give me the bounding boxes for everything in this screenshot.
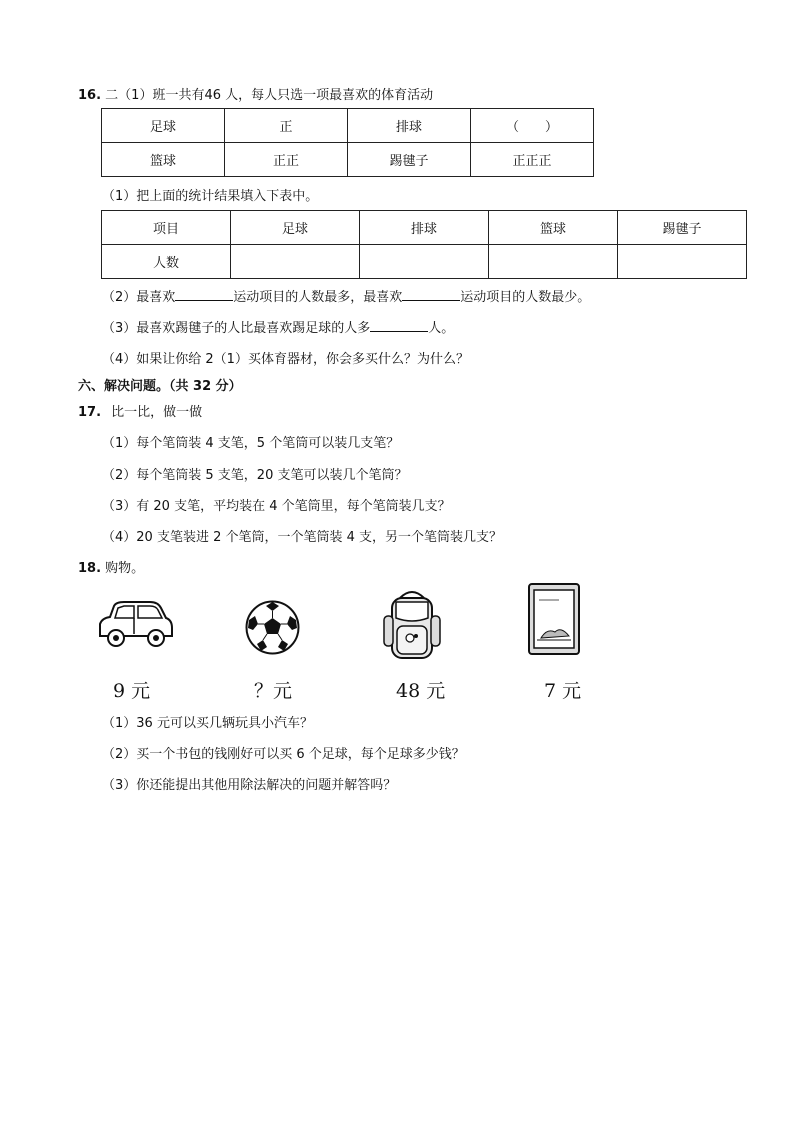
tally-cell: 足球: [102, 109, 225, 143]
tally-cell: 正正正: [471, 143, 594, 177]
answer-blank[interactable]: [370, 318, 428, 332]
count-header-cell: 项目: [102, 211, 231, 245]
book-image: [527, 582, 583, 658]
football-price: ？元: [254, 680, 293, 702]
q16-part2: [102, 286, 590, 305]
tally-row: [102, 109, 594, 143]
book-price: 7 元: [544, 680, 582, 702]
q16-part2-text: （2）最喜欢: [102, 290, 176, 305]
backpack-image: [380, 588, 444, 662]
count-input-cell[interactable]: [489, 245, 618, 279]
tally-cell: 正正: [225, 143, 348, 177]
tally-row: [102, 143, 594, 177]
q17-item: （4）20 支笔装进 2 个笔筒，一个笔筒装 4 支，另一个笔筒装几支？: [102, 530, 503, 545]
count-row-label: 人数: [102, 245, 231, 279]
q17-stem: 比一比，做一做: [111, 405, 203, 420]
q16-part3-text: （3）最喜欢踢毽子的人比最喜欢踢足球的人多: [102, 321, 371, 336]
q16-number: 16.: [78, 88, 102, 103]
q16-part4: （4）如果让你给 2（1）买体育器材，你会多买什么？为什么？: [102, 352, 469, 367]
q18-number: 18.: [78, 561, 102, 576]
answer-blank[interactable]: [402, 287, 460, 301]
toy-car-image: [94, 600, 174, 648]
q18-item: （3）你还能提出其他用除法解决的问题并解答吗？: [102, 778, 397, 793]
count-row: [102, 245, 747, 279]
count-input-cell[interactable]: [360, 245, 489, 279]
q16-part1: （1）把上面的统计结果填入下表中。: [102, 189, 319, 204]
backpack-price: 48 元: [396, 680, 446, 702]
q17-line: [78, 401, 202, 420]
q16-stem: 二（1）班一共有46 人，每人只选一项最喜欢的体育活动: [105, 88, 434, 103]
count-header-cell: 篮球: [489, 211, 618, 245]
q17-item: （1）每个笔筒装 4 支笔，5 个笔筒可以装几支笔？: [102, 436, 400, 451]
q16-part3-text: 人。: [428, 321, 455, 336]
tally-cell: 篮球: [102, 143, 225, 177]
q18-item: （2）买一个书包的钱刚好可以买 6 个足球，每个足球多少钱？: [102, 747, 465, 762]
tally-cell: 正: [225, 109, 348, 143]
count-header-cell: 踢毽子: [618, 211, 747, 245]
count-table: [101, 210, 747, 279]
count-input-cell[interactable]: [618, 245, 747, 279]
answer-blank[interactable]: [175, 287, 233, 301]
q18-line: [78, 557, 144, 576]
q17-item: （2）每个笔筒装 5 支笔，20 支笔可以装几个笔筒？: [102, 468, 408, 483]
q16-part2-text: 运动项目的人数最多，最喜欢: [233, 290, 403, 305]
tally-table: [101, 108, 594, 177]
count-header-cell: 足球: [231, 211, 360, 245]
count-header-row: [102, 211, 747, 245]
q18-item: （1）36 元可以买几辆玩具小汽车？: [102, 716, 313, 731]
car-price: 9 元: [113, 680, 151, 702]
q16-part3: [102, 317, 454, 336]
count-input-cell[interactable]: [231, 245, 360, 279]
count-header-cell: 排球: [360, 211, 489, 245]
q17-number: 17.: [78, 405, 102, 420]
tally-cell: （ ）: [471, 109, 594, 143]
tally-cell: 踢毽子: [348, 143, 471, 177]
section-title: 六、解决问题。（共 32 分）: [78, 379, 242, 394]
tally-cell: 排球: [348, 109, 471, 143]
q16-part2-text: 运动项目的人数最少。: [460, 290, 591, 305]
q16-line: [78, 84, 433, 103]
q17-item: （3）有 20 支笔，平均装在 4 个笔筒里，每个笔筒装几支？: [102, 499, 451, 514]
q18-stem: 购物。: [105, 561, 145, 576]
football-image: [245, 600, 300, 655]
